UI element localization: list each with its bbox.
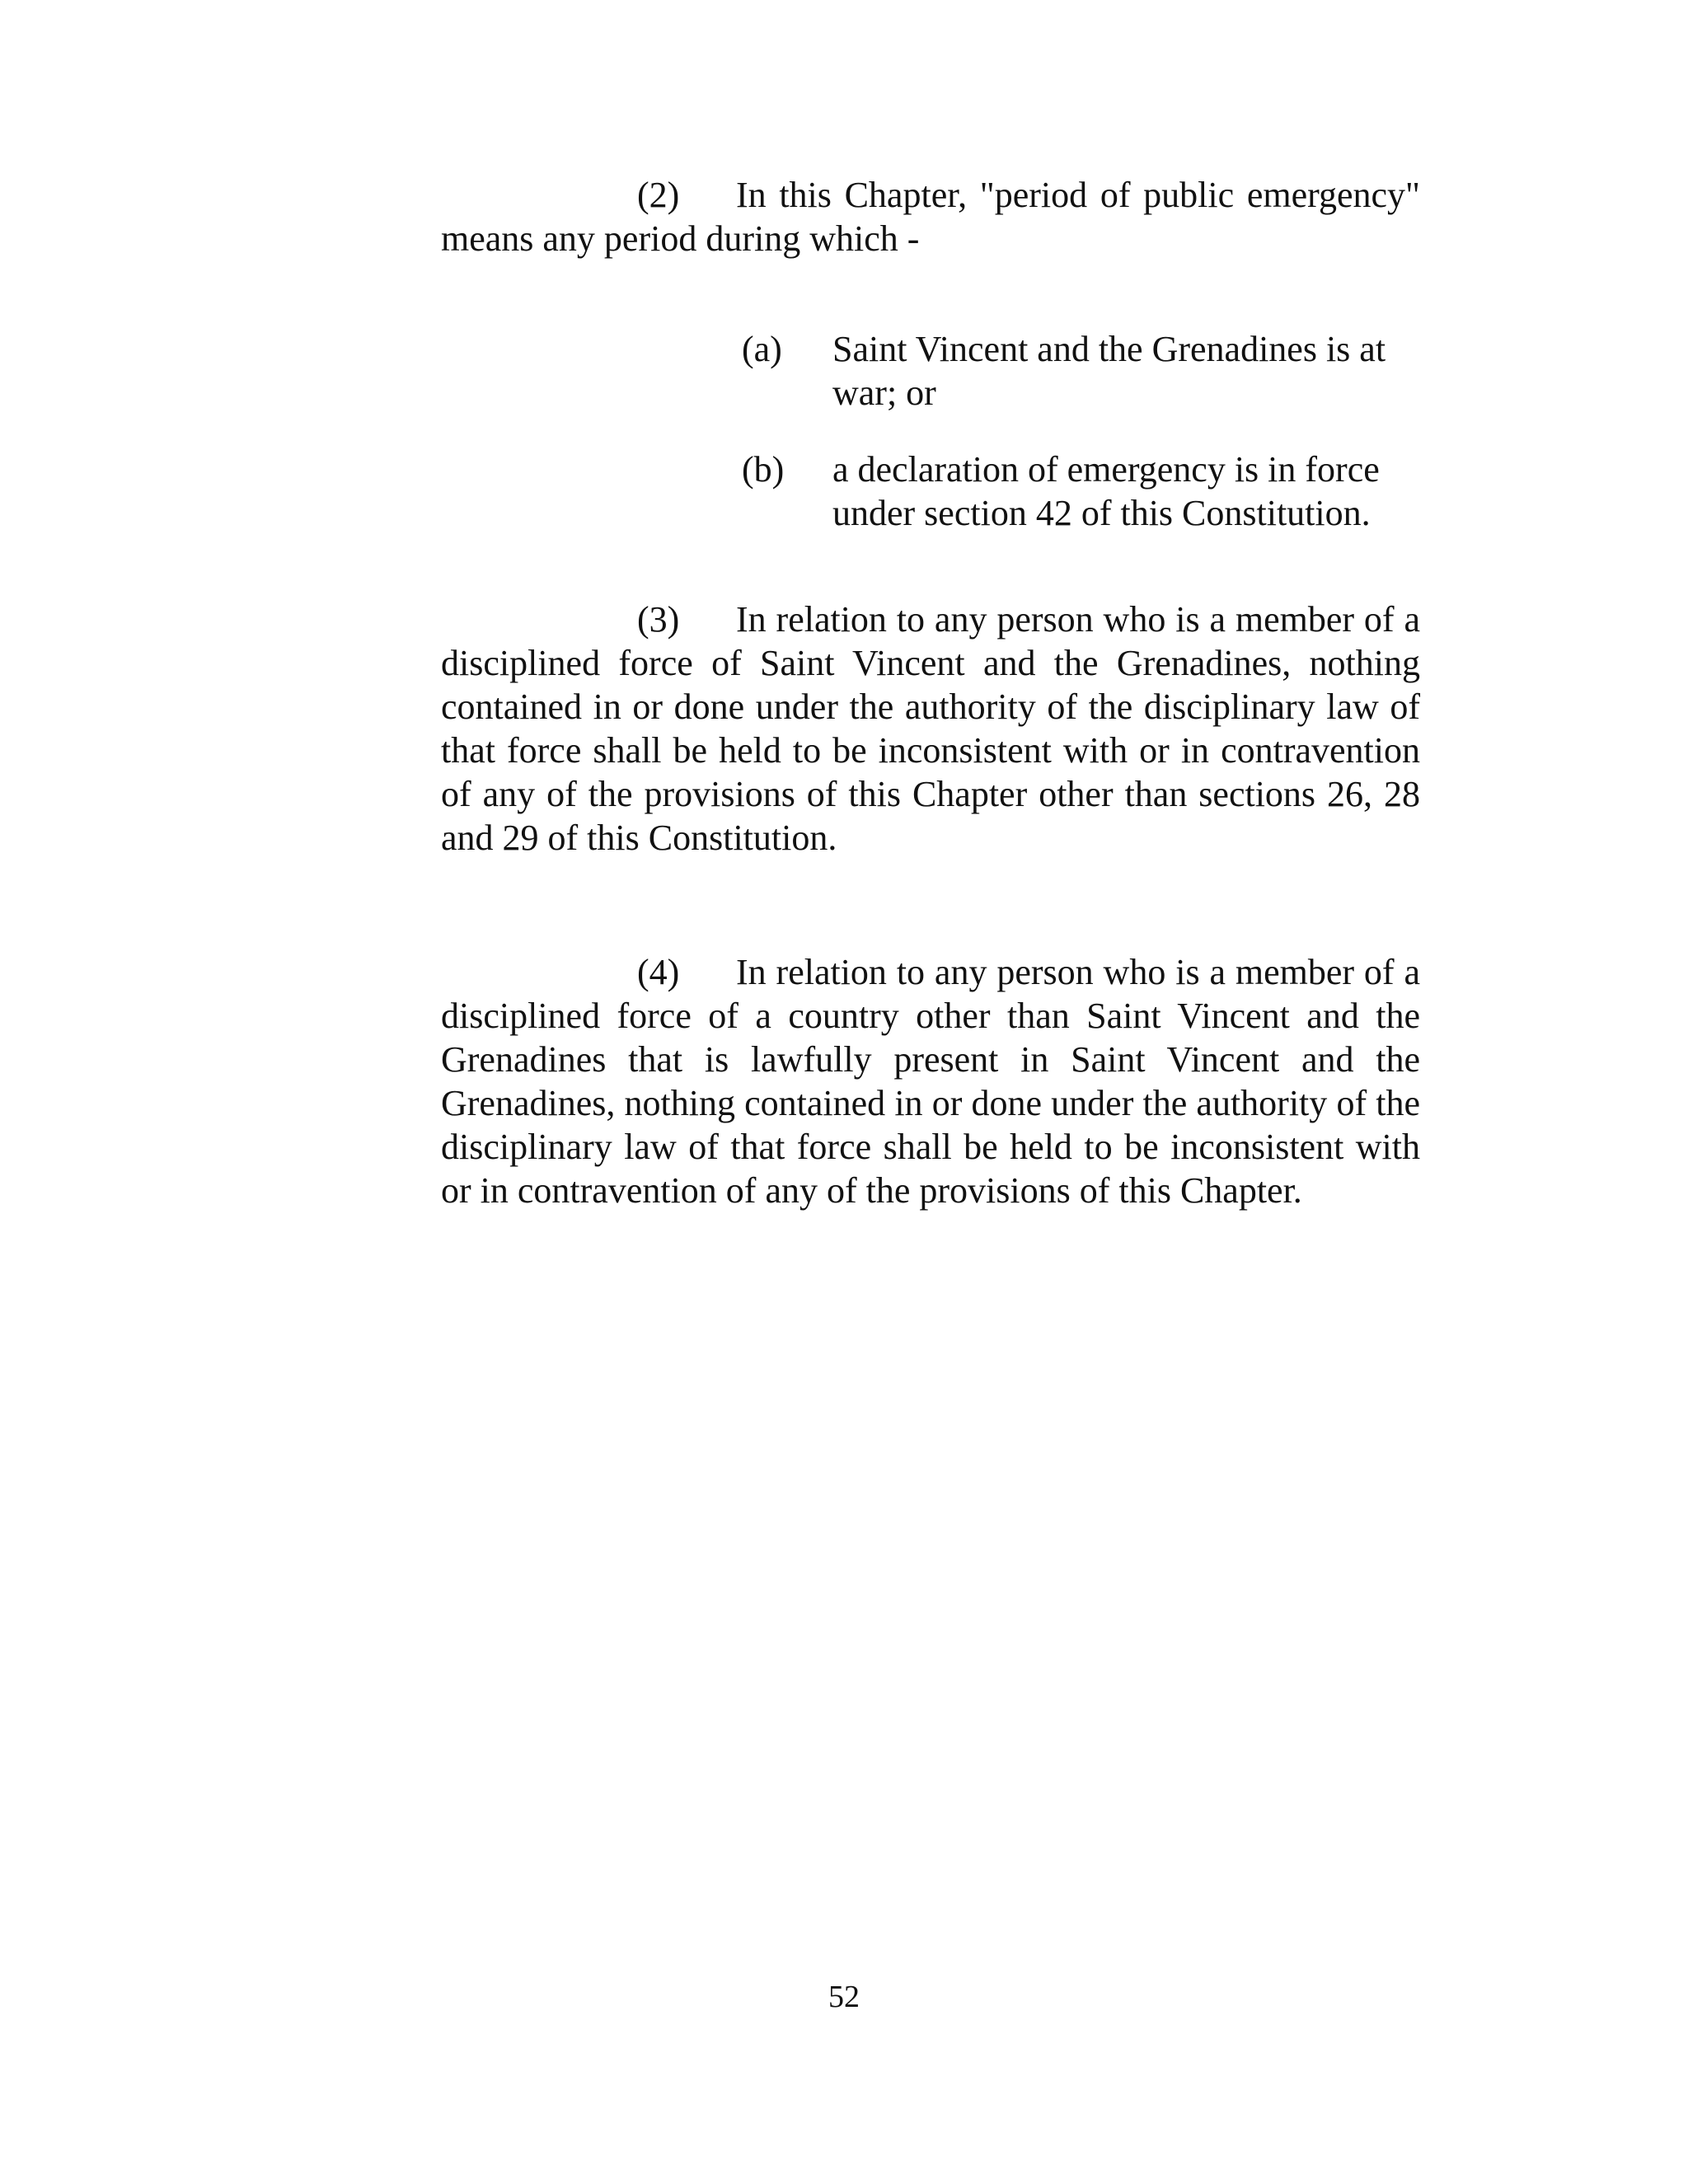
list-item-b-text: a declaration of emergency is in force under section 42 of this Constitution. — [832, 449, 1380, 533]
paragraph-2-number: (2) — [637, 175, 680, 215]
list-item-a-label: (a) — [742, 329, 782, 369]
list-item-a-text: Saint Vincent and the Grenadines is at war; or — [832, 329, 1386, 413]
paragraph-3 — [441, 598, 1420, 860]
paragraph-4 — [441, 950, 1420, 1212]
page-number: 52 — [828, 1980, 860, 2014]
paragraph-4-text: In relation to any person who is a member of a disciplined force of a country other than Saint Vincent and the Grenadines that is lawfully present in Saint Vincent and the Grenadines, nothing contained in or done under the authority of the disciplinary law of that force shall be held to be inconsistent with or in contravention of any of the provisions of this Chapter. — [441, 952, 1420, 1211]
paragraph-2 — [441, 173, 1420, 260]
list-item-b-label: (b) — [742, 449, 785, 490]
paragraph-4-number: (4) — [637, 952, 680, 992]
paragraph-3-number: (3) — [637, 599, 680, 640]
paragraph-3-text: In relation to any person who is a member of a disciplined force of Saint Vincent and the Grenadines, nothing contained in or done under the authority of the disciplinary law of that force shall be held to be inconsistent with or in contravention of any of the provisions of this Chapter other than sections 26, 28 and 29 of this Constitution. — [441, 599, 1420, 858]
paragraph-2-text: In this Chapter, "period of public emergency" means any period during which - — [441, 175, 1420, 259]
